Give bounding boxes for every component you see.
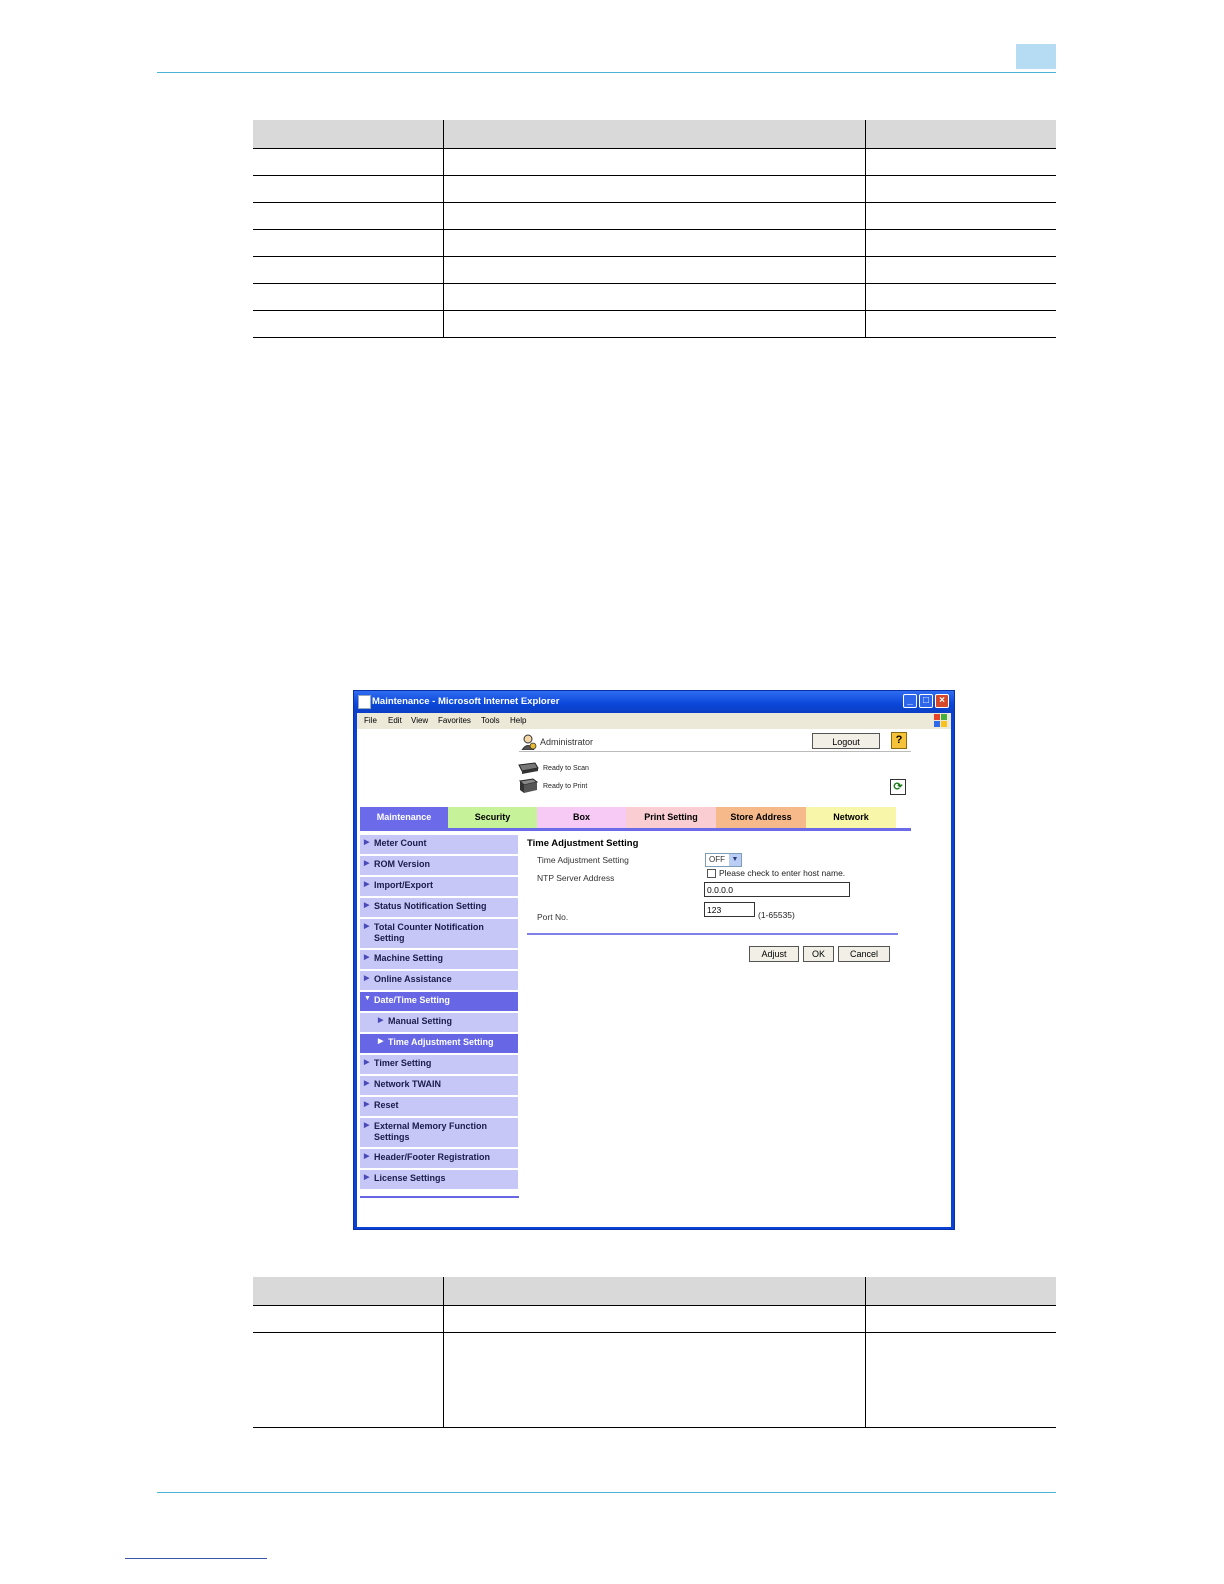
- arrow-right-icon: ▶: [364, 1059, 370, 1066]
- user-name: Administrator: [540, 737, 594, 747]
- header-rule: [157, 72, 1056, 73]
- scan-status: Ready to Scan: [543, 765, 589, 772]
- menu-file[interactable]: File: [364, 716, 377, 725]
- page-content: [357, 729, 951, 1227]
- close-button[interactable]: ×: [935, 694, 949, 708]
- ntp-server-value: 0.0.0.0: [707, 885, 733, 895]
- print-status: Ready to Print: [543, 783, 588, 790]
- table-header-row: [253, 120, 1056, 148]
- table-header-cell: [444, 120, 866, 148]
- arrow-right-icon: ▶: [364, 1122, 370, 1129]
- arrow-right-icon: ▶: [378, 1017, 384, 1024]
- logout-button[interactable]: Logout: [812, 733, 880, 749]
- time-adjust-select[interactable]: [705, 853, 742, 867]
- sidebar-item-total-counter[interactable]: ▶ Total Counter Notification Setting: [360, 919, 518, 948]
- table-header-cell: [866, 120, 1057, 148]
- arrow-right-icon: ▶: [364, 923, 370, 930]
- maximize-button[interactable]: □: [919, 694, 933, 708]
- scanner-icon: [517, 760, 539, 776]
- port-input[interactable]: [704, 902, 755, 917]
- table-header-row: [253, 1277, 1056, 1305]
- administrator-icon: [521, 734, 537, 750]
- windows-logo-icon: [934, 714, 948, 727]
- arrow-right-icon: ▶: [364, 975, 370, 982]
- time-adjust-label: Time Adjustment Setting: [537, 855, 629, 865]
- sidebar-item-license-settings[interactable]: ▶ License Settings: [360, 1170, 518, 1189]
- ntp-server-input[interactable]: [704, 882, 850, 897]
- arrow-right-icon: ▶: [364, 860, 370, 867]
- chapter-tab: [1016, 44, 1056, 69]
- sidebar-item-machine-setting[interactable]: ▶ Machine Setting: [360, 950, 518, 969]
- table-row: [253, 310, 1056, 337]
- tab-store-address[interactable]: Store Address: [716, 807, 806, 828]
- table-row: [253, 256, 1056, 283]
- ntp-label: NTP Server Address: [537, 873, 615, 883]
- menu-help[interactable]: Help: [510, 716, 527, 725]
- tab-security[interactable]: Security: [448, 807, 537, 828]
- ie-page-icon: [358, 695, 371, 709]
- adjust-button[interactable]: Adjust: [749, 946, 799, 962]
- host-name-checkbox-label: Please check to enter host name.: [719, 868, 846, 878]
- tab-maintenance[interactable]: Maintenance: [360, 807, 448, 828]
- table-row: [253, 202, 1056, 229]
- sidebar-item-manual-setting[interactable]: ▶ Manual Setting: [360, 1013, 518, 1032]
- arrow-right-icon: ▶: [364, 881, 370, 888]
- sidebar-item-reset[interactable]: ▶ Reset: [360, 1097, 518, 1116]
- table-row: [253, 229, 1056, 256]
- table-row: [253, 1332, 1056, 1427]
- tab-network[interactable]: Network: [806, 807, 896, 828]
- arrow-right-icon: ▶: [364, 1101, 370, 1108]
- upper-table: [253, 120, 1056, 338]
- port-value: 123: [707, 905, 722, 915]
- arrow-right-icon: ▶: [364, 839, 370, 846]
- table-row: [253, 283, 1056, 310]
- refresh-icon[interactable]: ⟳: [890, 779, 906, 795]
- sidebar-item-network-twain[interactable]: ▶ Network TWAIN: [360, 1076, 518, 1095]
- sidebar-item-rom-version[interactable]: ▶ ROM Version: [360, 856, 518, 875]
- cancel-button[interactable]: Cancel: [838, 946, 890, 962]
- arrow-down-icon: ▼: [364, 995, 371, 1002]
- arrow-right-icon: ▶: [364, 954, 370, 961]
- table-row: [253, 175, 1056, 202]
- host-name-checkbox[interactable]: [707, 869, 716, 878]
- arrow-right-icon: ▶: [364, 1174, 370, 1181]
- table-header-cell: [866, 1277, 1057, 1305]
- port-range-hint: (1-65535): [758, 910, 795, 920]
- menu-bar: [357, 713, 951, 729]
- table-header-cell: [253, 120, 444, 148]
- minimize-button[interactable]: _: [903, 694, 917, 708]
- tab-box[interactable]: Box: [537, 807, 626, 828]
- tab-underline: [360, 828, 911, 831]
- sidebar-item-date-time[interactable]: ▼ Date/Time Setting: [360, 992, 518, 1011]
- footer-rule: [157, 1492, 1056, 1493]
- header-divider: [519, 751, 911, 752]
- lower-table: [253, 1277, 1056, 1428]
- sidebar-bottom-rule: [360, 1196, 519, 1198]
- tab-print-setting[interactable]: Print Setting: [626, 807, 716, 828]
- sidebar-item-import-export[interactable]: ▶ Import/Export: [360, 877, 518, 896]
- arrow-right-icon: ▶: [364, 1080, 370, 1087]
- sidebar-item-external-memory[interactable]: ▶ External Memory Function Settings: [360, 1118, 518, 1147]
- browser-window: [353, 690, 955, 1230]
- printer-icon: [517, 777, 539, 793]
- time-adjust-value: OFF: [709, 855, 725, 864]
- help-button[interactable]: ?: [891, 732, 907, 749]
- menu-edit[interactable]: Edit: [388, 716, 402, 725]
- window-title: Maintenance - Microsoft Internet Explorer: [372, 696, 560, 707]
- table-row: [253, 148, 1056, 175]
- section-title: Time Adjustment Setting: [527, 838, 639, 849]
- table-header-cell: [253, 1277, 444, 1305]
- table-header-cell: [444, 1277, 866, 1305]
- menu-favorites[interactable]: Favorites: [438, 716, 471, 725]
- sidebar-item-time-adjustment[interactable]: ▶ Time Adjustment Setting: [360, 1034, 518, 1053]
- content-divider: [527, 933, 898, 935]
- title-bar: [354, 691, 954, 713]
- arrow-right-icon: ▶: [364, 902, 370, 909]
- sidebar-item-header-footer[interactable]: ▶ Header/Footer Registration: [360, 1149, 518, 1168]
- menu-view[interactable]: View: [411, 716, 429, 725]
- chevron-down-icon: ▼: [729, 854, 741, 866]
- ok-button[interactable]: OK: [803, 946, 834, 962]
- sidebar-item-meter-count[interactable]: ▶ Meter Count: [360, 835, 518, 854]
- menu-tools[interactable]: Tools: [481, 716, 500, 725]
- table-row: [253, 1305, 1056, 1332]
- arrow-right-icon: ▶: [364, 1153, 370, 1160]
- sidebar-item-timer-setting[interactable]: ▶ Timer Setting: [360, 1055, 518, 1074]
- port-label: Port No.: [537, 912, 569, 922]
- arrow-right-icon: ▶: [378, 1038, 384, 1045]
- sidebar-item-online-assistance[interactable]: ▶ Online Assistance: [360, 971, 518, 990]
- sidebar-item-status-notification[interactable]: ▶ Status Notification Setting: [360, 898, 518, 917]
- footer-link-underline: [125, 1558, 267, 1559]
